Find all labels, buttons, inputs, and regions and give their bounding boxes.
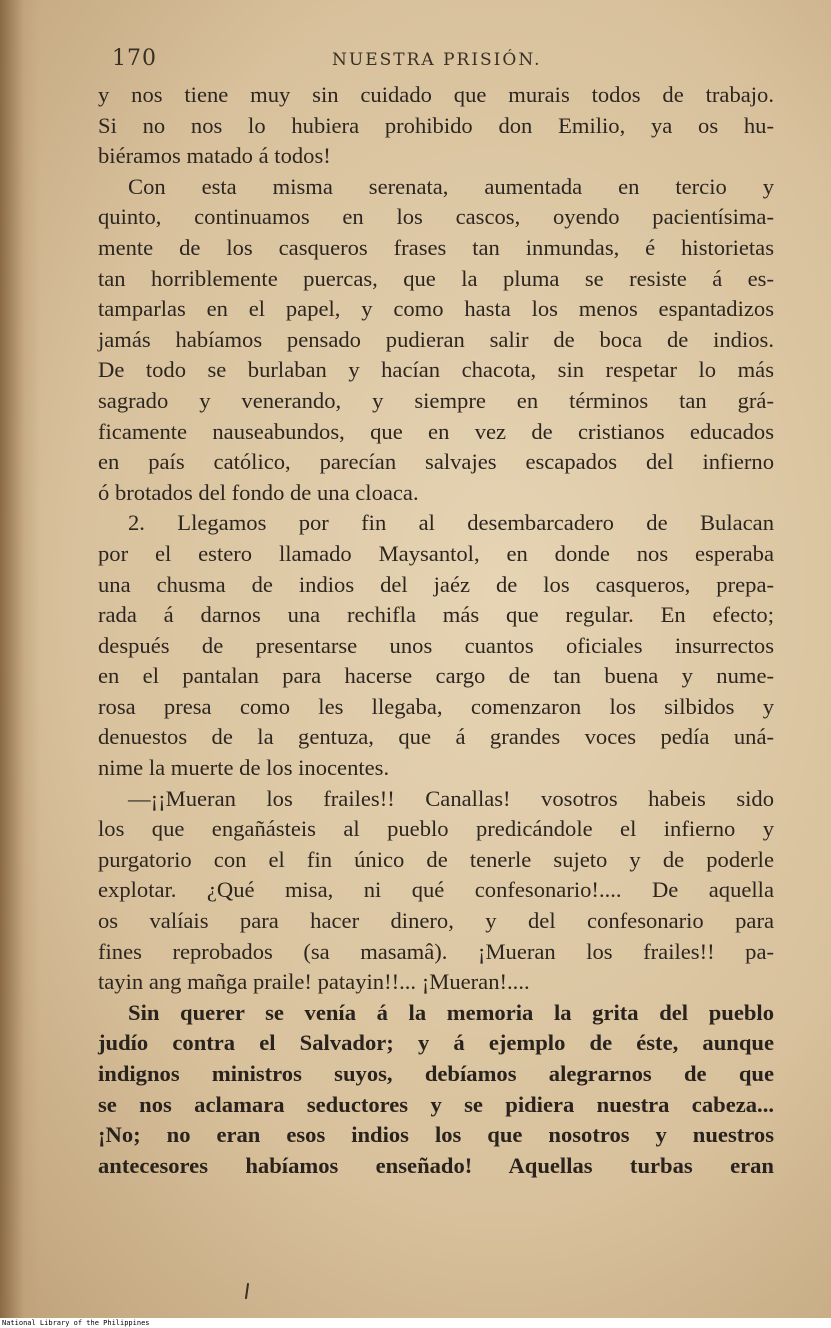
text-line: indignos ministros suyos, debíamos alegrarnos de que: [98, 1061, 774, 1086]
page-header: [112, 46, 741, 76]
text-line: una chusma de indios del jaéz de los casqueros, prepa-: [98, 571, 774, 597]
text-line: purgatorio con el fin único de tenerle sujeto y de poderle: [98, 846, 774, 872]
text-line: —¡¡Mueran los frailes!! Canallas! vosotros habeis sido: [128, 785, 774, 811]
library-credit: National Library of the Philippines: [0, 1318, 831, 1328]
text-line: rada á darnos una rechifla más que regular. En efecto;: [98, 602, 774, 628]
text-line: rosa presa como les llegaba, comenzaron los silbidos y: [98, 693, 774, 719]
text-line: tayin ang mañga praile! patayin!!... ¡Mueran!....: [98, 969, 530, 995]
text-line: en país católico, parecían salvajes escapados del infierno: [98, 449, 774, 475]
text-line: Sin querer se venía á la memoria la grita del pueblo: [128, 999, 774, 1025]
text-line: los que engañásteis al pueblo predicándole el infierno y: [98, 816, 774, 842]
text-line: se nos aclamara seductores y se pidiera nuestra cabeza...: [98, 1091, 774, 1117]
text-line: sagrado y venerando, y siempre en términos tan grá-: [98, 387, 774, 413]
text-line: después de presentarse unos cuantos oficiales insurrectos: [98, 632, 774, 658]
text-line: denuestos de la gentuza, que á grandes voces pedía uná-: [98, 724, 774, 750]
text-line: judío contra el Salvador; y á ejemplo de éste, aunque: [98, 1030, 774, 1056]
text-line: ó brotados del fondo de una cloaca.: [98, 479, 419, 505]
text-line: os valíais para hacer dinero, y del confesonario para: [98, 908, 774, 934]
text-line: antecesores habíamos enseñado! Aquellas turbas eran: [98, 1152, 774, 1178]
text-line: 2. Llegamos por fin al desembarcadero de Bulacan: [128, 510, 774, 536]
text-line: por el estero llamado Maysantol, en donde nos esperaba: [98, 540, 774, 566]
text-line: Con esta misma serenata, aumentada en tercio y: [128, 173, 774, 199]
body-text: [98, 80, 774, 1181]
text-line: tan horriblemente puercas, que la pluma se resiste á es-: [98, 265, 774, 291]
text-line: fines reprobados (sa masamâ). ¡Mueran los frailes!! pa-: [98, 938, 774, 964]
text-line: nime la muerte de los inocentes.: [98, 755, 390, 781]
text-line: jamás habíamos pensado pudieran salir de boca de indios.: [98, 326, 774, 352]
text-line: y nos tiene muy sin cuidado que murais todos de trabajo.: [98, 82, 774, 107]
text-line: De todo se burlaban y hacían chacota, sin respetar lo más: [98, 357, 774, 383]
ink-mark: [245, 1283, 249, 1299]
page-edge-shadow: [0, 0, 40, 1318]
text-line: explotar. ¿Qué misa, ni qué confesonario!.... De aquella: [98, 877, 774, 903]
text-line: en el pantalan para hacerse cargo de tan buena y nume-: [98, 663, 774, 689]
text-line: quinto, continuamos en los cascos, oyendo pacientísima-: [98, 204, 774, 230]
text-line: Si no nos lo hubiera prohibido don Emilio, ya os hu-: [98, 112, 774, 138]
text-line: tamparlas en el papel, y como hasta los menos espantadizos: [98, 296, 774, 322]
running-title: NUESTRA PRISIÓN.: [332, 50, 542, 70]
page-number: 170: [112, 46, 157, 71]
text-line: mente de los casqueros frases tan inmundas, é historietas: [98, 234, 774, 260]
text-line: ¡No; no eran esos indios los que nosotros y nuestros: [98, 1122, 774, 1148]
text-line: ficamente nauseabundos, que en vez de cristianos educados: [98, 418, 774, 444]
text-line: biéramos matado á todos!: [98, 143, 331, 169]
